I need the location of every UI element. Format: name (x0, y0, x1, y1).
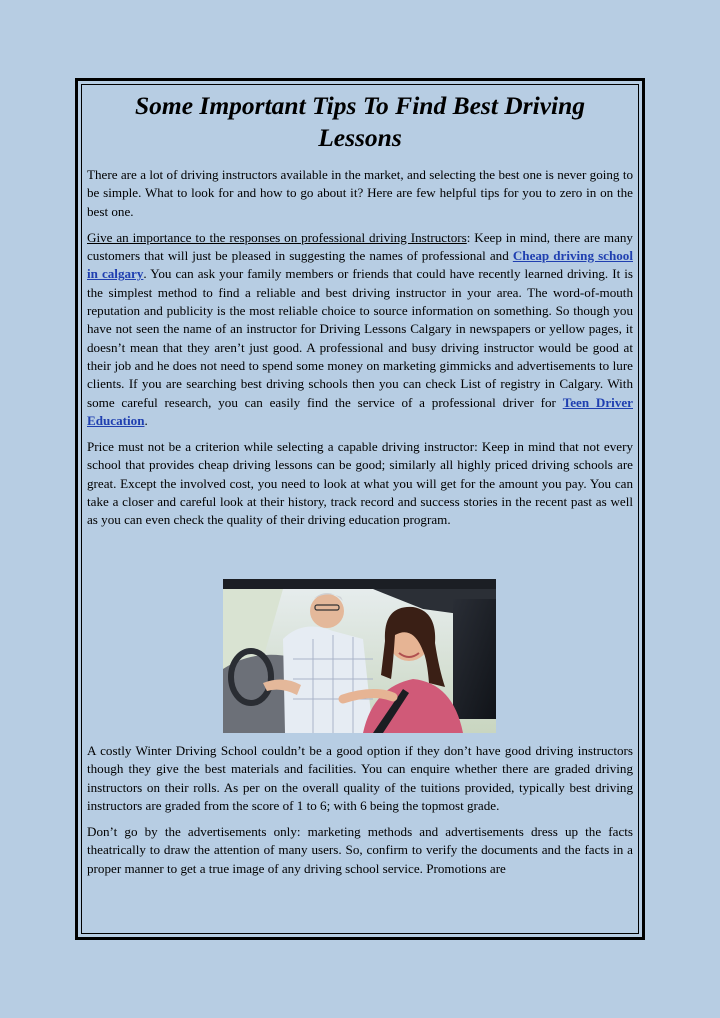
cheap-driving-school-link[interactable]: Cheap driving school in calgary (87, 248, 633, 282)
section3-paragraph: A costly Winter Driving School couldn’t be a good option if they don’t have good driving instructors though they give the best materials and facilities. You can enquire whether there are graded driving instructors on their rolls. As per on the overall quality of the tuitions provided, typically best driving instructors are graded from the score of 1 to 6; with 6 being the topmost grade. (87, 743, 633, 813)
document-title: Some Important Tips To Find Best Driving Lessons (134, 91, 586, 152)
section4-paragraph: Don’t go by the advertisements only: marketing methods and advertisements dress up the facts theatrically to draw the attention of many users. So, confirm to verify the documents and the facts in a proper manner to get a true image of any driving school service. Promotions are (87, 824, 633, 876)
driving-lesson-photo (223, 579, 496, 733)
section1-text-b: . You can ask your family members or friends that could have recently learned driving. It is the simplest method to find a reliable and best driving instructor in your area. The word-of-mouth reputation and publicity is the most reliable choice to source information on something. So though you have not seen the name of an instructor for Driving Lessons Calgary in newspapers or yellow pages, it doesn’t mean that they aren’t just good. A professional and busy driving instructor would be good at their job and he does not need to spend some money on marketing gimmicks and advertisements to lure clients. If you are searching best driving schools then you can check List of registry in Calgary. With some careful research, you can easily find the service of a professional driver for (87, 266, 633, 410)
section1-text-c: . (144, 412, 148, 428)
teen-driver-education-link[interactable]: Teen Driver Education (87, 394, 633, 428)
document-body (87, 84, 633, 538)
section1-heading: Give an importance to the responses on professional driving Instructors (87, 229, 467, 245)
section1-paragraph (87, 229, 633, 430)
section1-text-a: : Keep in mind, there are many customers that will just be pleased in suggesting the names of professional and (87, 229, 633, 264)
intro-paragraph: There are a lot of driving instructors available in the market, and selecting the best one is never going to be simple. What to look for and how to go about it? Here are few helpful tips for you to zero in on the best one. (87, 167, 633, 219)
section2-paragraph: Price must not be a criterion while selecting a capable driving instructor: Keep in mind that not every school that provides cheap driving lessons can be good; similarly all highly priced driving schools are great. Except the involved cost, you need to look at what you will get for the amount you pay. You can take a closer and careful look at their history, track record and success stories in the recent past as well as you can even check the quality of their driving education program. (87, 439, 633, 528)
lower-body (87, 742, 633, 886)
